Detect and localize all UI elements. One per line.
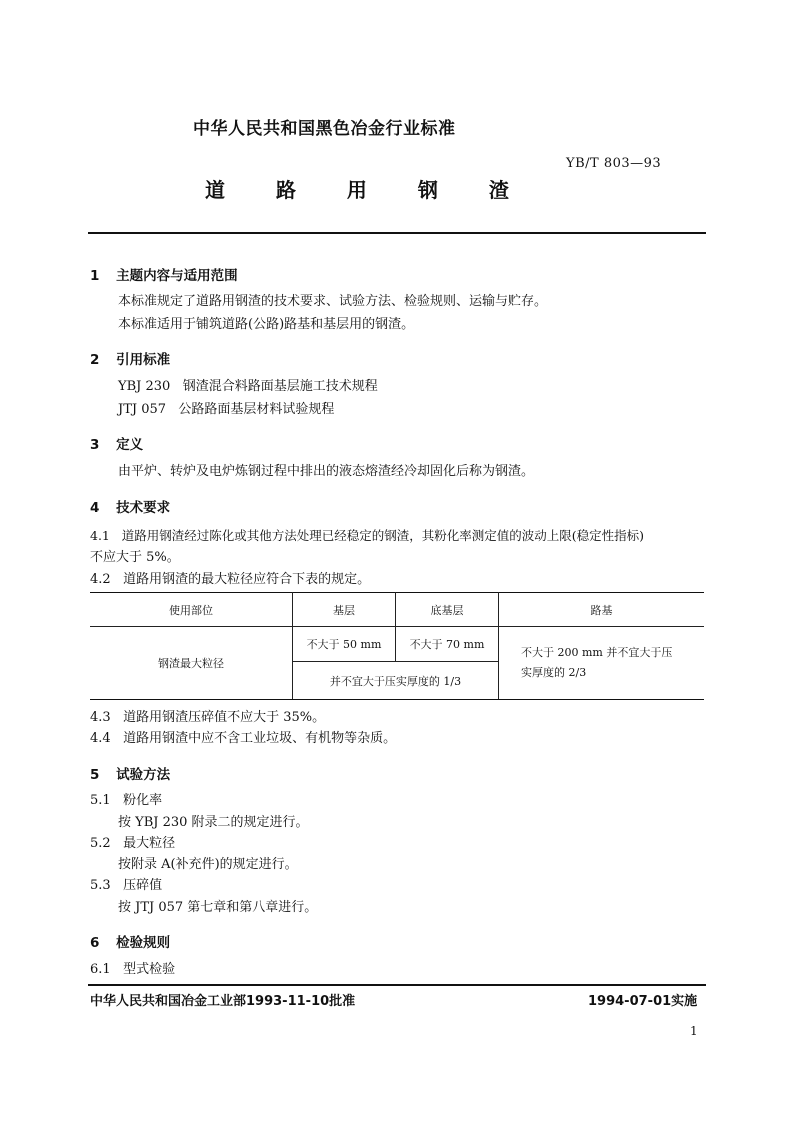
- section-6-title: 检验规则: [116, 935, 171, 951]
- clause-4-3: 4.3 道路用钢渣压碎值不应大于 35%。: [90, 710, 326, 725]
- footer-rule: [88, 984, 706, 986]
- col-header-base: 基层: [293, 593, 396, 627]
- section-4-title: 技术要求: [116, 500, 171, 516]
- col-header-subgrade: 路基: [499, 593, 705, 627]
- clause-5-2: 5.2 最大粒径: [90, 836, 176, 851]
- section-6-heading: [90, 931, 170, 951]
- section-4-number: 4: [90, 500, 100, 516]
- row-label-max-size: 钢渣最大粒径: [90, 627, 293, 700]
- section-3-title: 定义: [116, 437, 144, 453]
- section-6-number: 6: [90, 935, 100, 951]
- reference-ybj230: YBJ 230 钢渣混合料路面基层施工技术规程: [118, 379, 378, 394]
- subgrade-limit-line-2: 实厚度的 2/3: [521, 666, 587, 679]
- header-rule: [88, 232, 706, 234]
- standard-code: YB/T 803—93: [566, 156, 662, 171]
- section-2-title: 引用标准: [116, 352, 171, 368]
- effective-date: 1994-07-01实施: [588, 994, 698, 1009]
- clause-5-1: 5.1 粉化率: [90, 793, 163, 808]
- section-1-para-2: 本标准适用于铺筑道路(公路)路基和基层用的钢渣。: [118, 317, 415, 332]
- section-5-number: 5: [90, 767, 100, 783]
- approval-statement: 中华人民共和国冶金工业部1993-11-10批准: [90, 994, 356, 1009]
- subgrade-limit-line-1: 不大于 200 mm 并不宜大于压: [521, 646, 673, 659]
- section-4-heading: [90, 496, 170, 516]
- section-1-para-1: 本标准规定了道路用钢渣的技术要求、试验方法、检验规则、运输与贮存。: [118, 294, 548, 309]
- clause-6-1: 6.1 型式检验: [90, 962, 176, 977]
- issuer-title: 中华人民共和国黑色冶金行业标准: [193, 119, 456, 139]
- section-1-number: 1: [90, 268, 100, 284]
- max-particle-size-table: [90, 592, 704, 700]
- section-3-number: 3: [90, 437, 100, 453]
- reference-jtj057: JTJ 057 公路路面基层材料试验规程: [118, 402, 335, 417]
- clause-5-3: 5.3 压碎值: [90, 878, 163, 893]
- col-header-subbase: 底基层: [396, 593, 499, 627]
- section-3-heading: [90, 433, 143, 453]
- cell-subgrade-limit: [499, 627, 705, 700]
- section-5-heading: [90, 763, 170, 783]
- section-1-title: 主题内容与适用范围: [116, 268, 238, 284]
- clause-5-3-text: 按 JTJ 057 第七章和第八章进行。: [118, 900, 318, 915]
- section-3-definition: 由平炉、转炉及电炉炼钢过程中排出的液态熔渣经冷却固化后称为钢渣。: [118, 464, 535, 479]
- clause-5-2-text: 按附录 A(补充件)的规定进行。: [118, 857, 298, 872]
- section-2-heading: [90, 348, 170, 368]
- section-1-heading: [90, 264, 238, 284]
- section-5-title: 试验方法: [116, 767, 171, 783]
- clause-5-1-text: 按 YBJ 230 附录二的规定进行。: [118, 815, 309, 830]
- table-header-row: [90, 593, 704, 627]
- clause-4-1-line-2: 不应大于 5%。: [90, 550, 180, 565]
- clause-4-2: 4.2 道路用钢渣的最大粒径应符合下表的规定。: [90, 572, 371, 587]
- section-2-number: 2: [90, 352, 100, 368]
- clause-4-1-line-1: 4.1 道路用钢渣经过陈化或其他方法处理已经稳定的钢渣，其粉化率测定值的波动上限(稳定性指标): [90, 528, 645, 543]
- clause-4-4: 4.4 道路用钢渣中应不含工业垃圾、有机物等杂质。: [90, 731, 397, 746]
- col-header-position: 使用部位: [90, 593, 293, 627]
- cell-base-limit: 不大于 50 mm: [293, 627, 396, 662]
- page-number: 1: [690, 1024, 698, 1038]
- cell-compacted-thickness-note: 并不宜大于压实厚度的 1/3: [293, 662, 499, 700]
- cell-subbase-limit: 不大于 70 mm: [396, 627, 499, 662]
- document-title: 道 路 用 钢 渣: [205, 178, 531, 202]
- table-row: [90, 627, 704, 662]
